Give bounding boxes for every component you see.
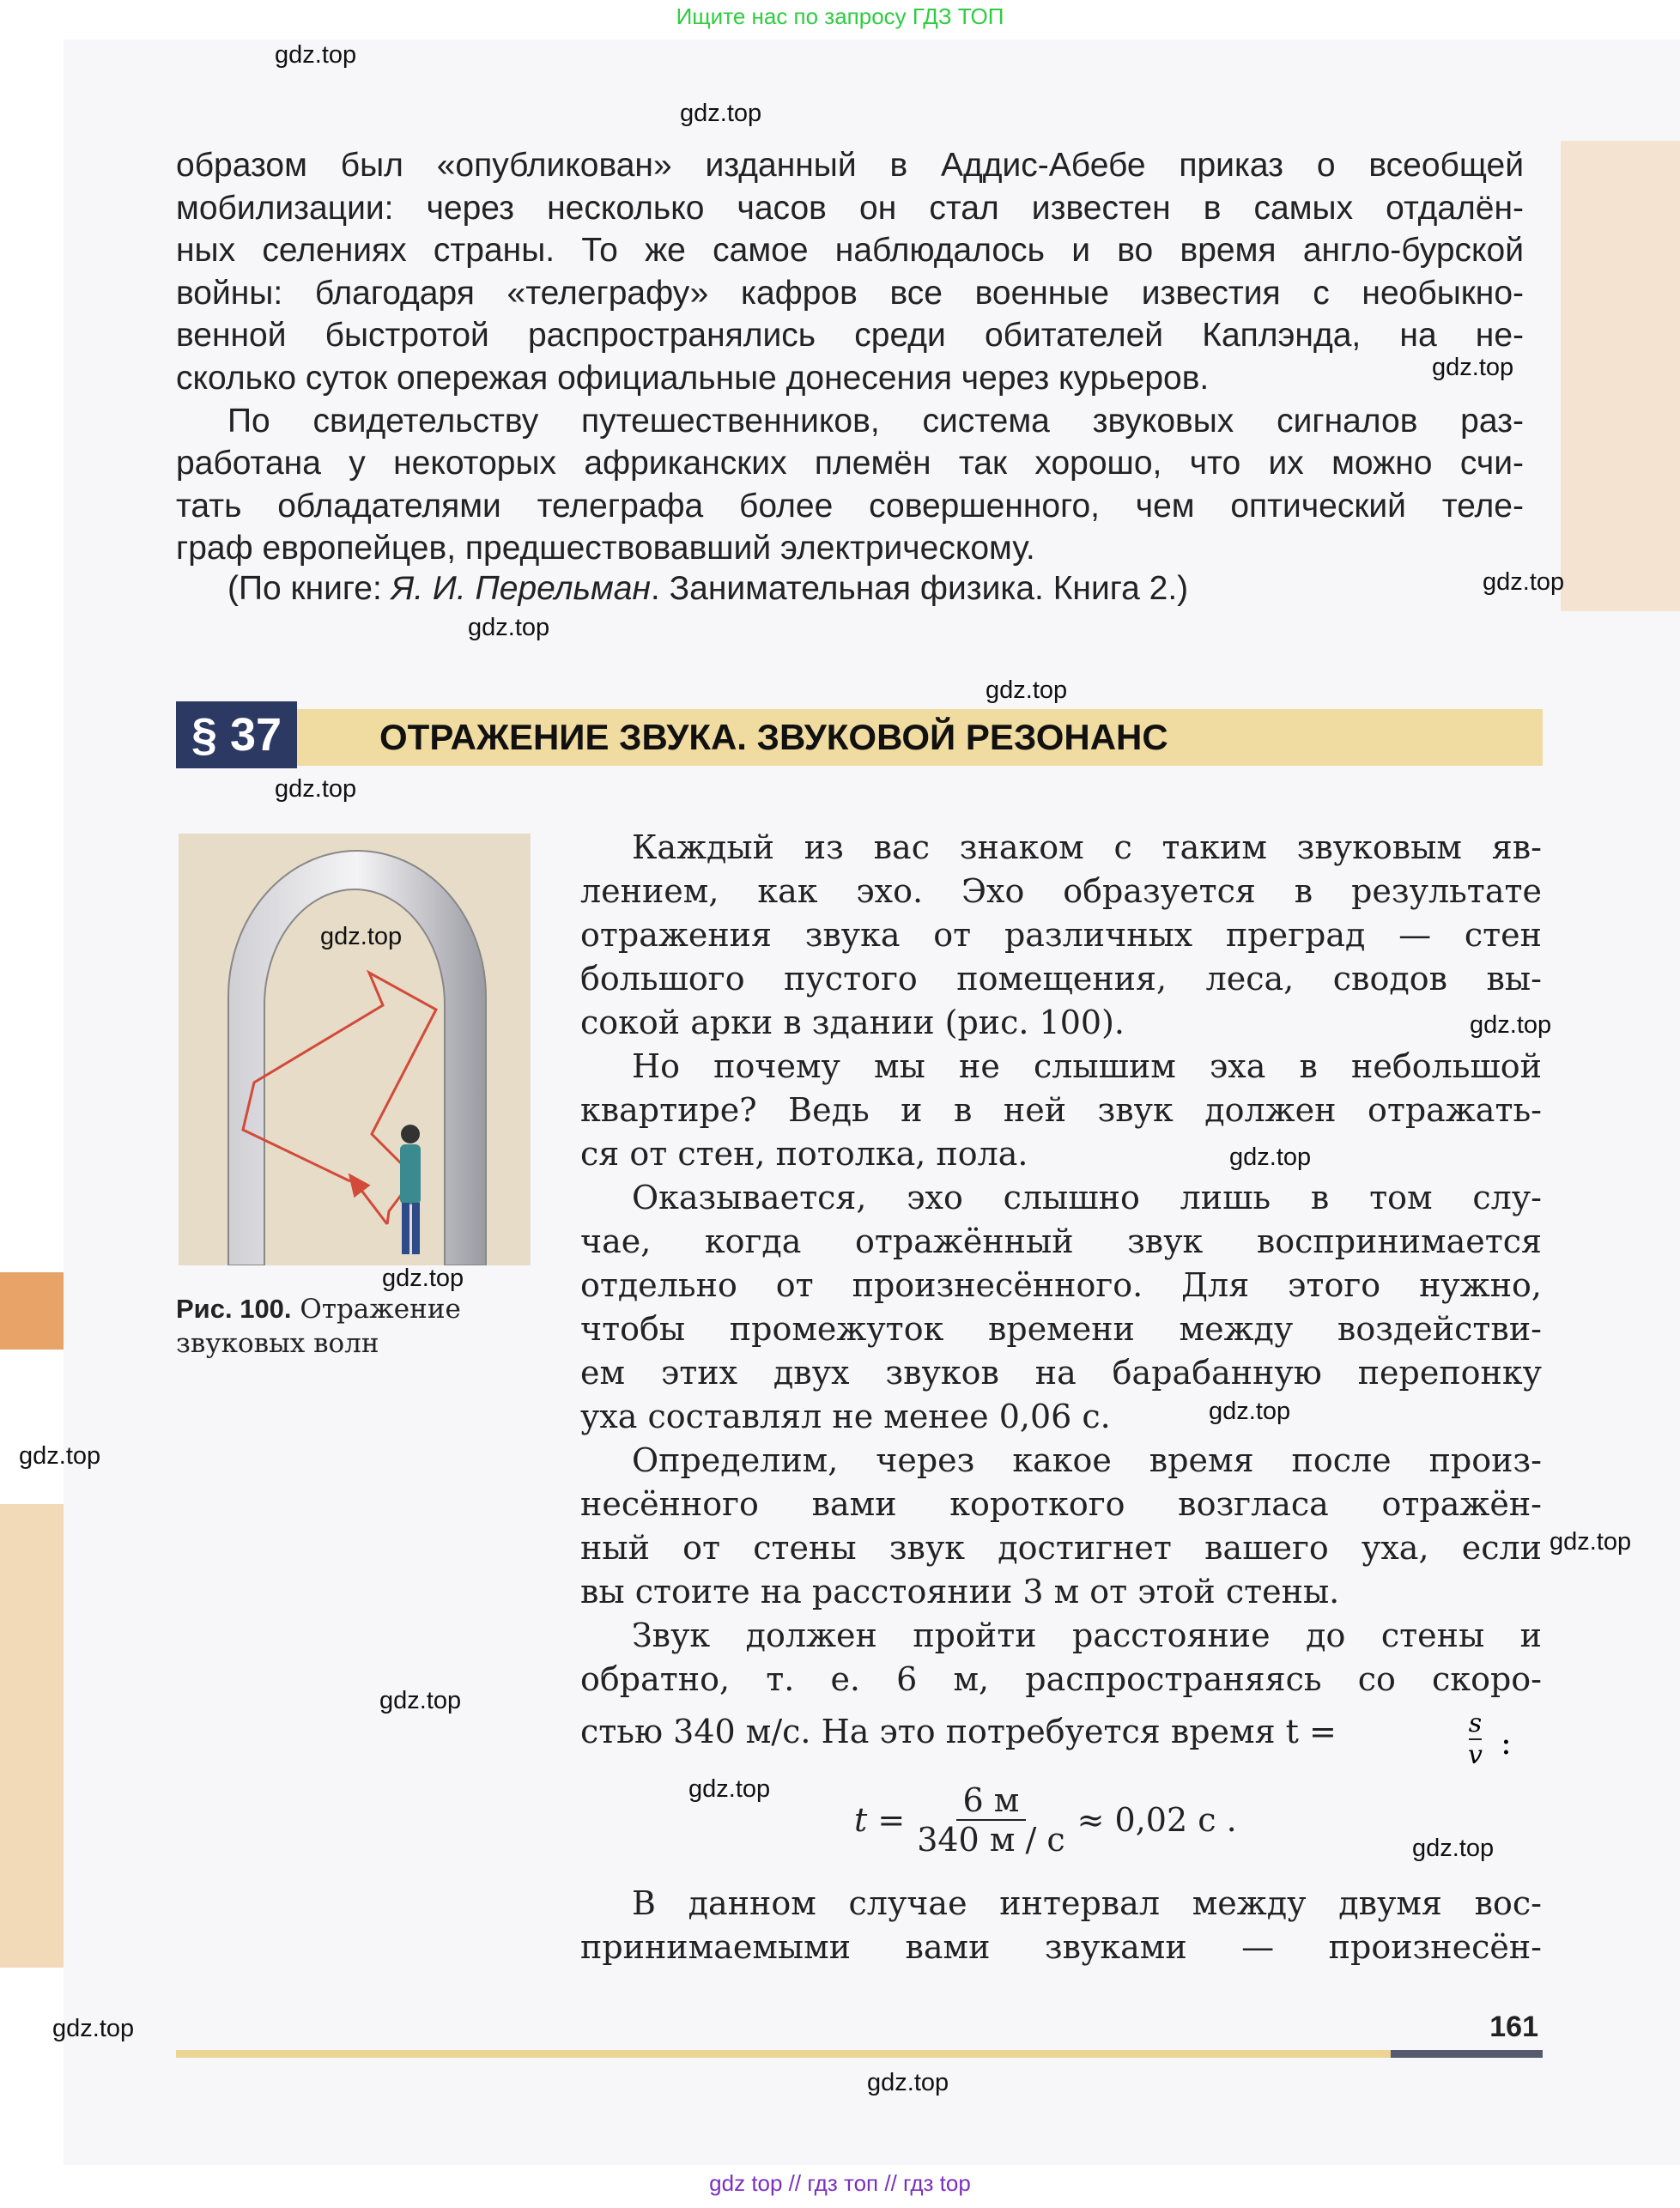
citation-author: Я. И. Перельман: [391, 570, 651, 607]
watermark: gdz.top: [680, 100, 762, 127]
left-page-edge: [0, 1272, 64, 1350]
footer-rule: [176, 2050, 1391, 2058]
formula-numerator: s: [1468, 1708, 1483, 1738]
text-line: сокой арки в здании (рис. 100).: [580, 1004, 1125, 1041]
intro-text: [176, 144, 1524, 570]
text-line: Каждый из вас знаком с таким звуковым яв-: [632, 828, 1542, 866]
watermark: gdz.top: [1483, 568, 1565, 596]
header-link[interactable]: Ищите нас по запросу ГДЗ ТОП: [676, 3, 1004, 29]
watermark: gdz.top: [1470, 1011, 1552, 1039]
text-line: По свидетельству путешественников, система звуковых сигналов раз-: [227, 402, 1524, 440]
text-line: отдельно от произнесённого. Для этого нужно,: [580, 1266, 1542, 1304]
text-line: В данном случае интервал между двумя вос-: [632, 1884, 1542, 1922]
text-line: граф европейцев, предшествовавший электрическому.: [176, 530, 1035, 567]
section-number: § 37: [176, 701, 297, 768]
watermark: gdz.top: [275, 41, 357, 69]
text-line: ный от стены звук достигнет вашего уха, если: [580, 1529, 1542, 1567]
citation: [227, 570, 1188, 608]
watermark: gdz.top: [275, 775, 357, 803]
footer-link[interactable]: gdz top // гдз топ // гдз top: [709, 2170, 971, 2196]
formula-result: ≈ 0,02 с .: [1077, 1801, 1237, 1839]
watermark: gdz.top: [1550, 1528, 1632, 1556]
watermark: gdz.top: [1229, 1143, 1312, 1171]
text-line: ся от стен, потолка, пола.: [580, 1135, 1028, 1173]
text-line: ных селениях страны. То же самое наблюдалось и во время англо-бурской: [176, 232, 1524, 270]
watermark: gdz.top: [52, 2015, 135, 2042]
text-line: чае, когда отражённый звук воспринимается: [580, 1222, 1542, 1260]
watermark: gdz.top: [382, 1265, 464, 1292]
text-line: мобилизации: через несколько часов он стал известен в самых отдалён-: [176, 189, 1524, 227]
formula: [854, 1781, 1237, 1859]
body-text: [580, 826, 1542, 1762]
caption-line: Отражение: [291, 1294, 461, 1325]
text-line: образом был «опубликован» изданный в Аддис-Абебе приказ о всеобщей: [176, 147, 1524, 184]
text-line: отражения звука от различных преград — стен: [580, 916, 1542, 954]
text-line: несённого вами короткого возгласа отражён-: [580, 1485, 1542, 1523]
text-line: сколько суток опережая официальные донесения через курьеров.: [176, 359, 1210, 397]
text-line: чтобы промежуток времени между воздействи-: [580, 1310, 1542, 1348]
text-line: войны: благодаря «телеграфу» кафров все военные известия с необыкно-: [176, 274, 1524, 312]
body-text-continued: [580, 1882, 1542, 1969]
text-line: работана у некоторых африканских племён так хорошо, что их можно счи-: [176, 445, 1524, 482]
text-line: венной быстротой распространялись среди обитателей Каплэнда, на не-: [176, 317, 1524, 355]
text-line: тать обладателями телеграфа более совершенного, чем оптический теле-: [176, 487, 1524, 525]
caption-line: звуковых волн: [176, 1328, 379, 1359]
text-line: Звук должен пройти расстояние до стены и: [632, 1617, 1542, 1654]
figure-label: Рис. 100.: [176, 1294, 292, 1324]
citation-suffix: . Занимательная физика. Книга 2.): [650, 570, 1189, 607]
watermark: gdz.top: [688, 1775, 771, 1803]
page-number: 161: [1489, 2011, 1538, 2043]
text-line: принимаемыми вами звуками — произнесён-: [580, 1928, 1542, 1966]
left-page-edge: [0, 1504, 64, 1968]
text-line: ем этих двух звуков на барабанную перепонку: [580, 1354, 1542, 1392]
watermark: gdz.top: [986, 676, 1068, 704]
watermark: gdz.top: [379, 1687, 462, 1714]
watermark: gdz.top: [1209, 1398, 1291, 1425]
formula-lhs: t =: [854, 1801, 906, 1839]
text-line: вы стоите на расстоянии 3 м от этой стены.: [580, 1573, 1340, 1611]
text-line: Но почему мы не слышим эха в небольшой: [632, 1047, 1542, 1085]
formula-colon: :: [1501, 1724, 1512, 1762]
watermark: gdz.top: [1432, 354, 1514, 381]
text-line: Определим, через какое время после произ-: [632, 1441, 1542, 1479]
next-page-edge: [1561, 141, 1680, 611]
text-line: большого пустого помещения, леса, сводов вы-: [580, 960, 1542, 998]
section-title: ОТРАЖЕНИЕ ЗВУКА. ЗВУКОВОЙ РЕЗОНАНС: [379, 717, 1168, 757]
text-line: Оказывается, эхо слышно лишь в том слу-: [632, 1179, 1542, 1216]
arch-figure: [179, 834, 531, 1265]
watermark: gdz.top: [867, 2069, 949, 2096]
text-line: квартире? Ведь и в ней звук должен отражать-: [580, 1091, 1542, 1129]
formula-denominator: v: [1468, 1740, 1483, 1770]
citation-prefix: (По книге:: [227, 570, 391, 607]
text-line: уха составлял не менее 0,06 с.: [580, 1398, 1111, 1435]
figure-caption: [176, 1292, 461, 1361]
text-line: обратно, т. е. 6 м, распространяясь со скоро-: [580, 1660, 1542, 1698]
watermark: gdz.top: [1412, 1835, 1495, 1862]
watermark: gdz.top: [320, 923, 403, 950]
footer-rule-accent: [1391, 2050, 1543, 2058]
formula-numerator: 6 м: [956, 1781, 1027, 1821]
watermark: gdz.top: [468, 614, 550, 641]
text-line: лением, как эхо. Эхо образуется в результате: [580, 872, 1542, 910]
formula-denominator: 340 м / с: [917, 1821, 1065, 1859]
inline-formula: [1468, 1708, 1483, 1770]
watermark: gdz.top: [19, 1442, 101, 1470]
text-line: стью 340 м/с. На это потребуется время t =: [580, 1713, 1337, 1750]
